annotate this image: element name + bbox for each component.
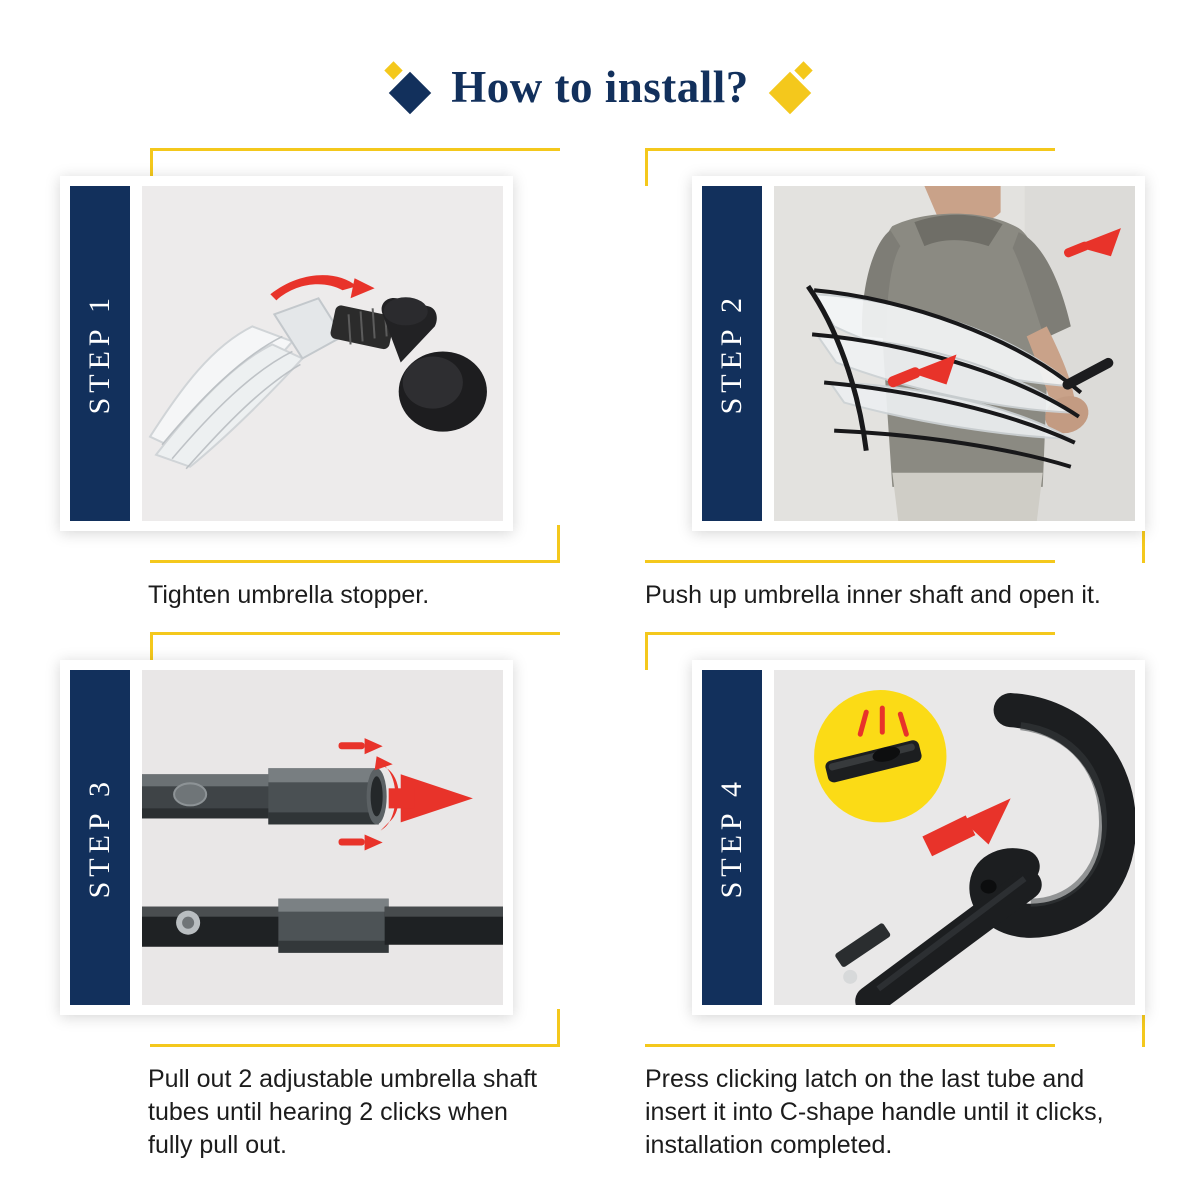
- page-header: [0, 52, 1200, 122]
- umbrella-stopper-photo: [142, 186, 503, 521]
- step-card-body-1: [60, 176, 513, 531]
- step-caption-3: Pull out 2 adjustable umbrella shaft tubes until hearing 2 clicks when fully pull out.: [148, 1065, 538, 1159]
- step-tab-1: [70, 186, 130, 521]
- page-title: How to install?: [451, 62, 749, 112]
- step-caption-4: Press clicking latch on the last tube and insert it into C-shape handle until it clicks, installation completed.: [645, 1065, 1104, 1159]
- step-card-body-3: [60, 660, 513, 1015]
- zoom-callout-circle: [814, 690, 946, 822]
- insert-into-c-handle-photo: [774, 670, 1135, 1005]
- step-tab-label-2: STEP 2: [715, 292, 748, 415]
- step-tab-label-1: STEP 1: [83, 292, 116, 415]
- step-frame-3: [60, 622, 560, 1047]
- step-image-4: [774, 670, 1135, 1005]
- step-caption-2: Push up umbrella inner shaft and open it.: [645, 581, 1101, 609]
- step-tab-label-4: STEP 4: [715, 776, 748, 899]
- step-image-3: [142, 670, 503, 1005]
- step-card-body-2: [692, 176, 1145, 531]
- step-frame-4: [645, 622, 1145, 1047]
- step-image-2: [774, 186, 1135, 521]
- step-tab-2: [702, 186, 762, 521]
- step-tab-4: [702, 670, 762, 1005]
- diamond-icon-left: [387, 64, 433, 110]
- step-image-1: [142, 186, 503, 521]
- step-tab-label-3: STEP 3: [83, 776, 116, 899]
- steps-grid: [60, 138, 1145, 1162]
- step-tab-3: [70, 670, 130, 1005]
- step-frame-2: [645, 138, 1145, 563]
- step-card-2: [645, 138, 1145, 612]
- step-card-4: [645, 622, 1145, 1162]
- diamond-icon-right: [767, 64, 813, 110]
- step-caption-1: Tighten umbrella stopper.: [148, 581, 430, 609]
- step-card-3: [60, 622, 560, 1162]
- step-card-body-4: [692, 660, 1145, 1015]
- step-card-1: [60, 138, 560, 612]
- step-frame-1: [60, 138, 560, 563]
- pull-out-shaft-tubes-photo: [142, 670, 503, 1005]
- push-up-inner-shaft-photo: [774, 186, 1135, 521]
